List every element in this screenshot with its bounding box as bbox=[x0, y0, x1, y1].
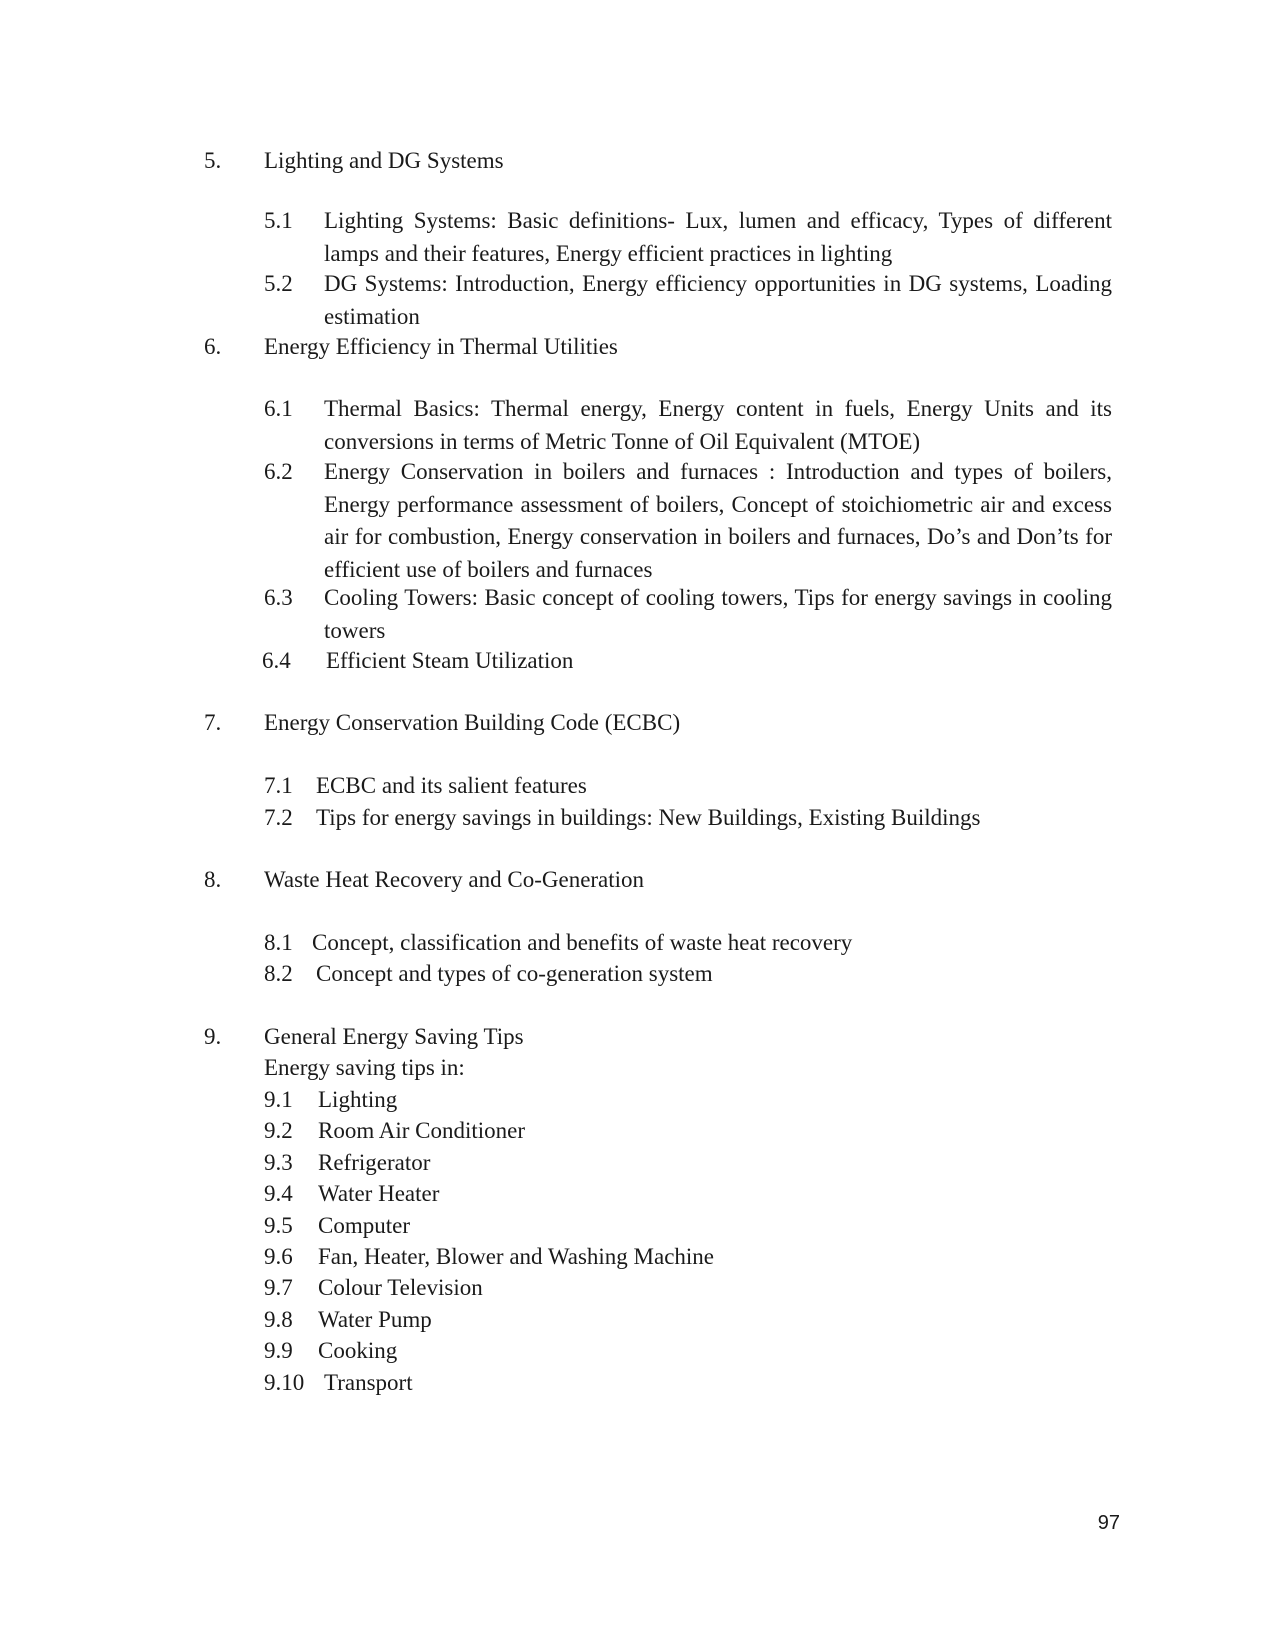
subsection-number: 5.2 bbox=[264, 271, 293, 296]
list-item-text: Transport bbox=[324, 1370, 413, 1395]
section-title: General Energy Saving Tips bbox=[264, 1024, 524, 1049]
list-item-text: Water Heater bbox=[318, 1181, 440, 1206]
subsection-text: Concept and types of co-generation system bbox=[316, 961, 713, 986]
subsection-text: Efficient Steam Utilization bbox=[326, 648, 574, 673]
list-item-text: Room Air Conditioner bbox=[318, 1118, 525, 1143]
subsection-text: Lighting Systems: Basic definitions- Lux, lumen and efficacy, Types of different lamps and their features, Energy efficient practices in lighting bbox=[324, 208, 1112, 266]
list-item-text: Computer bbox=[318, 1213, 410, 1238]
subsection-text: Tips for energy savings in buildings: New Buildings, Existing Buildings bbox=[316, 805, 981, 830]
list-item-number: 9.7 bbox=[264, 1275, 293, 1300]
subsection-item bbox=[264, 268, 1112, 333]
list-item-number: 9.6 bbox=[264, 1244, 293, 1269]
section-number: 9. bbox=[204, 1024, 222, 1049]
subsection-number: 6.1 bbox=[264, 396, 293, 421]
subsection-number: 5.1 bbox=[264, 208, 293, 233]
list-item-text: Colour Television bbox=[318, 1275, 483, 1300]
subsection-number: 6.2 bbox=[264, 459, 293, 484]
subsection-number: 6.4 bbox=[262, 648, 291, 673]
list-intro: Energy saving tips in: bbox=[264, 1055, 465, 1080]
subsection-text: Energy Conservation in boilers and furnaces : Introduction and types of boilers, Energy performance assessment of boilers, Concept of stoichiometric air and excess air for combustion, Energy conservation in boilers and furnaces, Do’s and Don’ts for efficient use of boilers and furnaces bbox=[324, 459, 1112, 582]
subsection-number: 7.2 bbox=[264, 805, 293, 830]
list-item-text: Fan, Heater, Blower and Washing Machine bbox=[318, 1244, 714, 1269]
subsection-number: 7.1 bbox=[264, 773, 293, 798]
page-number: 97 bbox=[1097, 1512, 1120, 1534]
list-item-number: 9.9 bbox=[264, 1338, 293, 1363]
list-item-number: 9.5 bbox=[264, 1213, 293, 1238]
list-item-text: Cooking bbox=[318, 1338, 398, 1363]
subsection-text: Cooling Towers: Basic concept of cooling towers, Tips for energy savings in cooling towers bbox=[324, 585, 1112, 643]
section-title: Energy Efficiency in Thermal Utilities bbox=[264, 334, 618, 359]
list-item-number: 9.4 bbox=[264, 1181, 293, 1206]
section-title: Lighting and DG Systems bbox=[264, 148, 504, 173]
list-item-number: 9.2 bbox=[264, 1118, 293, 1143]
section-number: 6. bbox=[204, 334, 222, 359]
section-number: 7. bbox=[204, 710, 222, 735]
list-item-number: 9.8 bbox=[264, 1307, 293, 1332]
list-item-text: Water Pump bbox=[318, 1307, 432, 1332]
subsection-item bbox=[264, 582, 1112, 647]
subsection-item bbox=[264, 205, 1112, 270]
subsection-text: Concept, classification and benefits of waste heat recovery bbox=[312, 930, 853, 955]
section-title: Energy Conservation Building Code (ECBC) bbox=[264, 710, 681, 735]
subsection-text: ECBC and its salient features bbox=[316, 773, 587, 798]
list-item-text: Lighting bbox=[318, 1087, 398, 1112]
subsection-item bbox=[264, 393, 1112, 458]
section-number: 5. bbox=[204, 148, 222, 173]
subsection-item bbox=[264, 456, 1112, 586]
section-number: 8. bbox=[204, 867, 222, 892]
subsection-text: Thermal Basics: Thermal energy, Energy content in fuels, Energy Units and its conversions in terms of Metric Tonne of Oil Equivalent (MTOE) bbox=[324, 396, 1112, 454]
list-item-number: 9.10 bbox=[264, 1370, 305, 1395]
list-item-number: 9.3 bbox=[264, 1150, 293, 1175]
subsection-text: DG Systems: Introduction, Energy efficiency opportunities in DG systems, Loading estimation bbox=[324, 271, 1112, 329]
list-item-number: 9.1 bbox=[264, 1087, 293, 1112]
section-title: Waste Heat Recovery and Co-Generation bbox=[264, 867, 645, 892]
list-item-text: Refrigerator bbox=[318, 1150, 431, 1175]
subsection-number: 8.2 bbox=[264, 961, 293, 986]
subsection-number: 8.1 bbox=[264, 930, 293, 955]
subsection-number: 6.3 bbox=[264, 585, 293, 610]
